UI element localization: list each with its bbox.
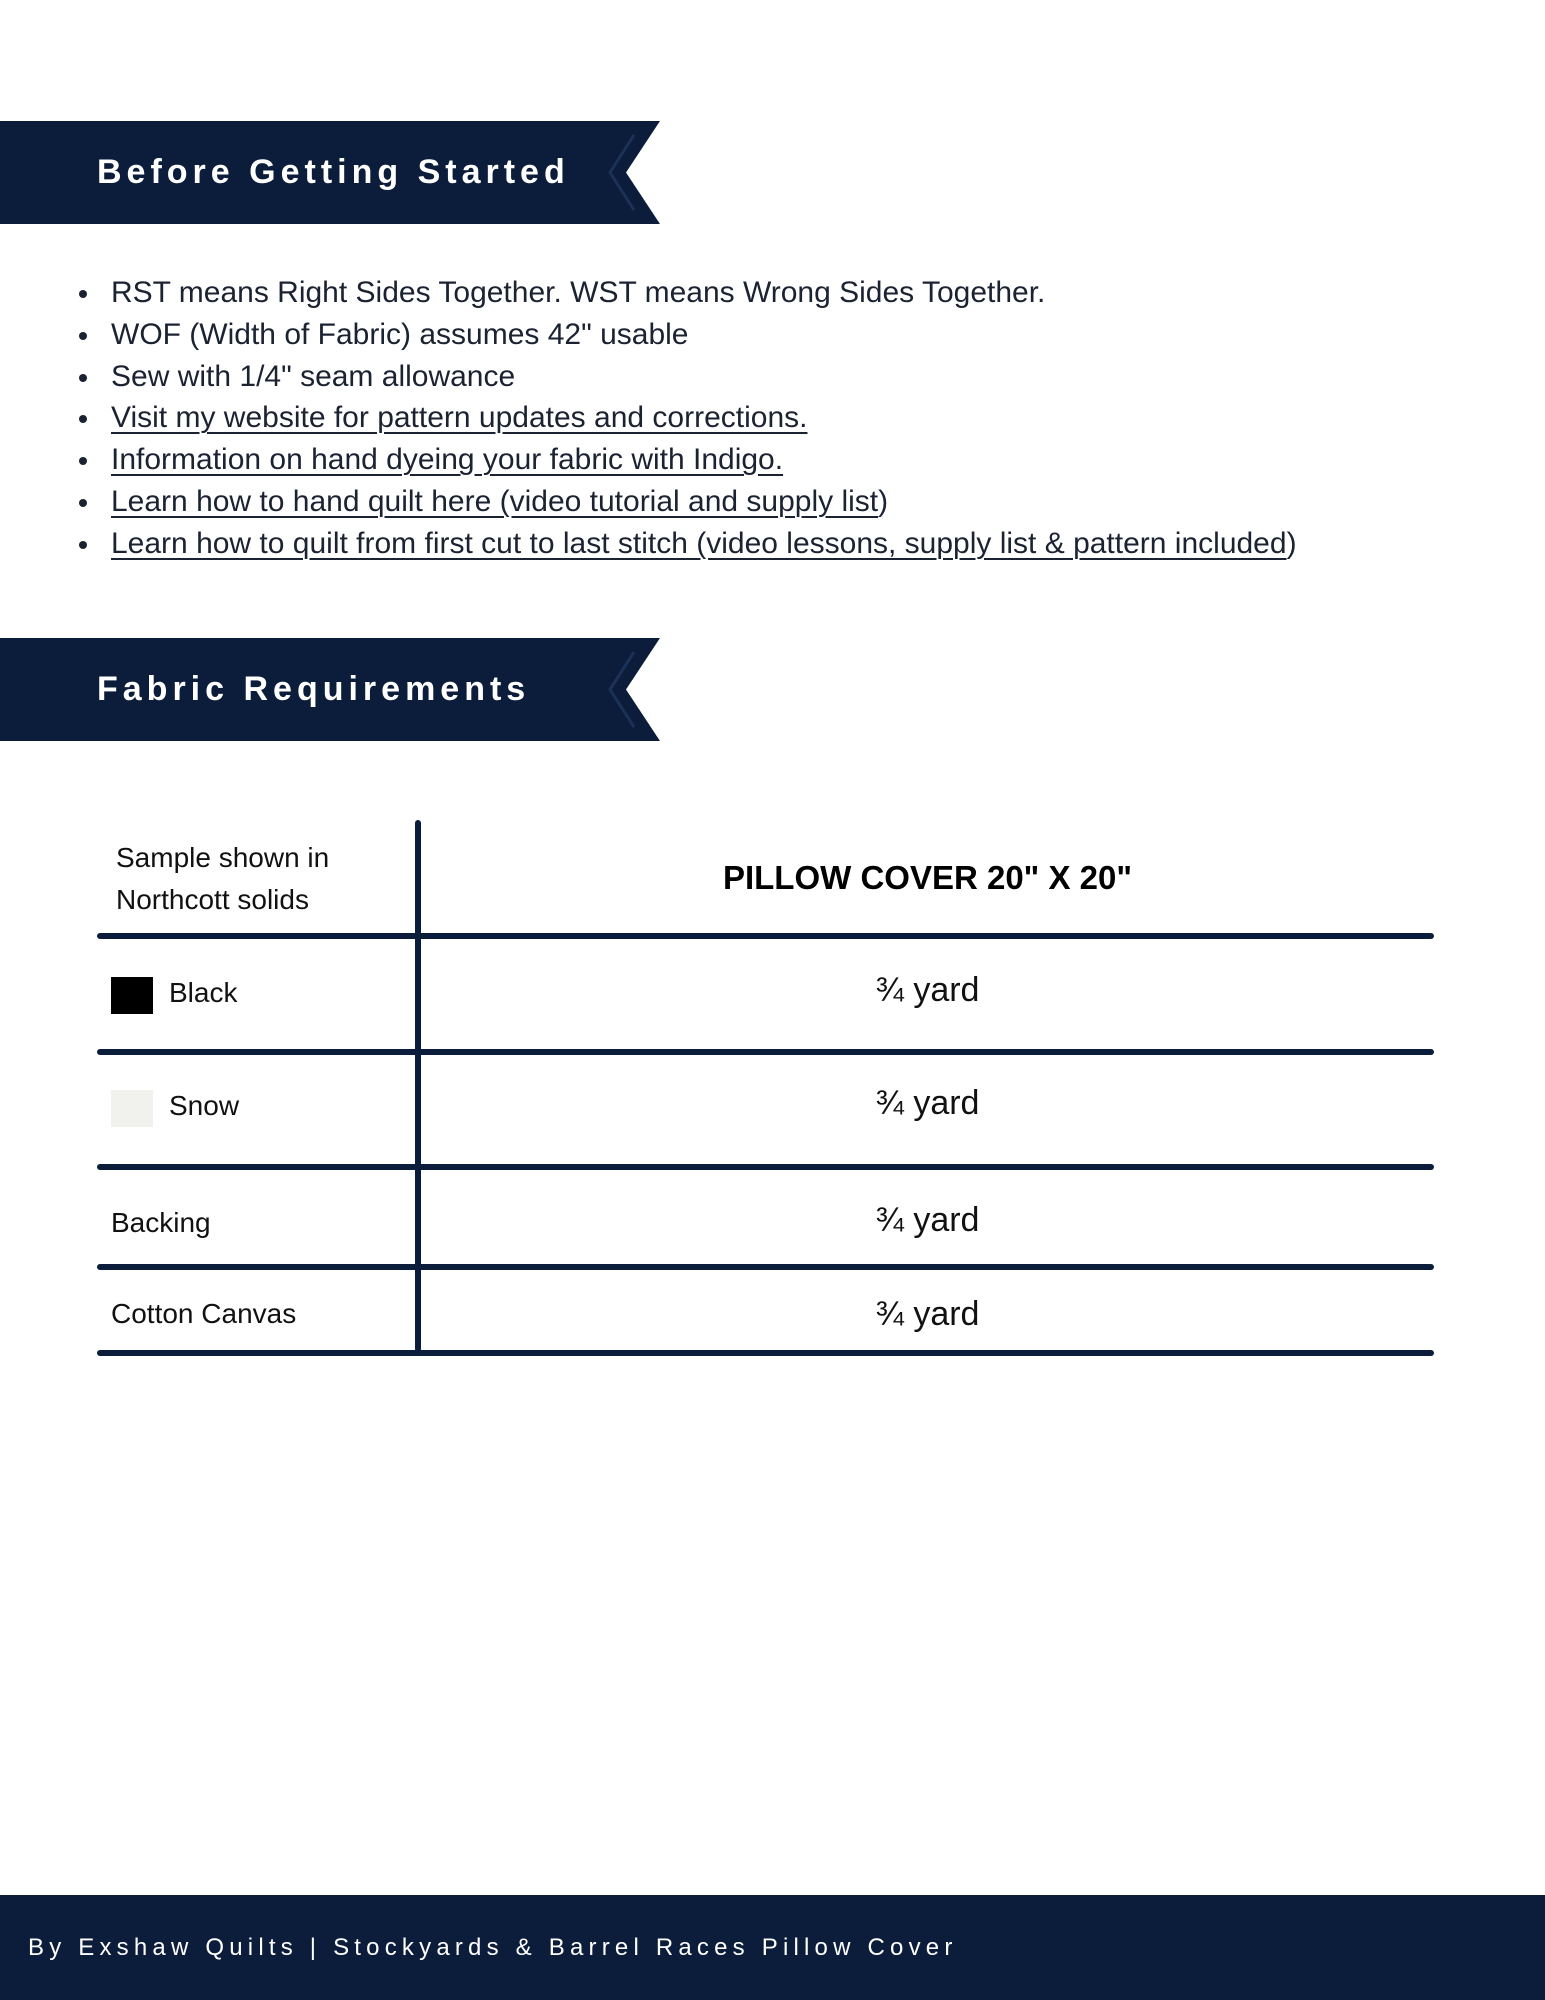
fabric-amount: ¾ yard: [875, 971, 980, 1009]
fabric-label: Black: [169, 977, 238, 1008]
indigo-dyeing-link[interactable]: Information on hand dyeing your fabric with Indigo.: [111, 443, 784, 477]
link-suffix: ): [878, 484, 889, 518]
sample-note: [116, 837, 329, 921]
column-header-pillow-cover: PILLOW COVER 20" X 20": [722, 859, 1133, 896]
fabric-amount: ¾ yard: [875, 1201, 980, 1239]
list-item: [75, 314, 1495, 356]
fabric-amount: ¾ yard: [875, 1084, 980, 1122]
table-row-divider: [97, 1264, 1434, 1270]
fabric-label: Cotton Canvas: [111, 1298, 297, 1329]
notes-list: [75, 272, 1495, 565]
footer-bar: [0, 1895, 1545, 2000]
website-updates-link[interactable]: Visit my website for pattern updates and corrections.: [111, 401, 808, 435]
fabric-label: Snow: [169, 1090, 240, 1121]
fabric-requirements-table: [97, 820, 1434, 1360]
sample-note-line: Sample shown in: [116, 842, 330, 873]
note-text: WOF (Width of Fabric) assumes 42" usable: [111, 317, 689, 351]
list-item: [75, 356, 1495, 398]
quilt-course-link[interactable]: Learn how to quilt from first cut to last stitch (video lessons, supply list & pattern included: [111, 526, 1287, 560]
table-row-divider: [97, 1164, 1434, 1170]
sample-note-line: Northcott solids: [116, 884, 309, 915]
list-item: [75, 523, 1495, 565]
section-title-fabric: Fabric Requirements: [97, 670, 531, 708]
fabric-label: Backing: [111, 1207, 211, 1238]
list-item: [75, 481, 1495, 523]
fabric-amount: ¾ yard: [875, 1295, 980, 1333]
table-row-divider: [97, 933, 1434, 939]
link-suffix: ): [1286, 526, 1297, 560]
table-bottom-border: [97, 1350, 1434, 1356]
section-title-before: Before Getting Started: [97, 153, 570, 191]
table-row-divider: [97, 1049, 1434, 1055]
hand-quilt-tutorial-link[interactable]: Learn how to hand quilt here (video tutorial and supply list: [111, 484, 879, 518]
list-item: [75, 272, 1495, 314]
list-item: [75, 439, 1495, 481]
note-text: Sew with 1/4" seam allowance: [111, 359, 516, 393]
footer-text: By Exshaw Quilts | Stockyards & Barrel Races Pillow Cover: [28, 1934, 958, 1961]
list-item: [75, 397, 1495, 439]
banner-fabric-requirements: [0, 638, 660, 741]
black-swatch: [111, 977, 153, 1014]
snow-swatch: [111, 1090, 153, 1127]
note-text: RST means Right Sides Together. WST means Wrong Sides Together.: [111, 276, 1046, 309]
banner-before-getting-started: [0, 121, 660, 224]
